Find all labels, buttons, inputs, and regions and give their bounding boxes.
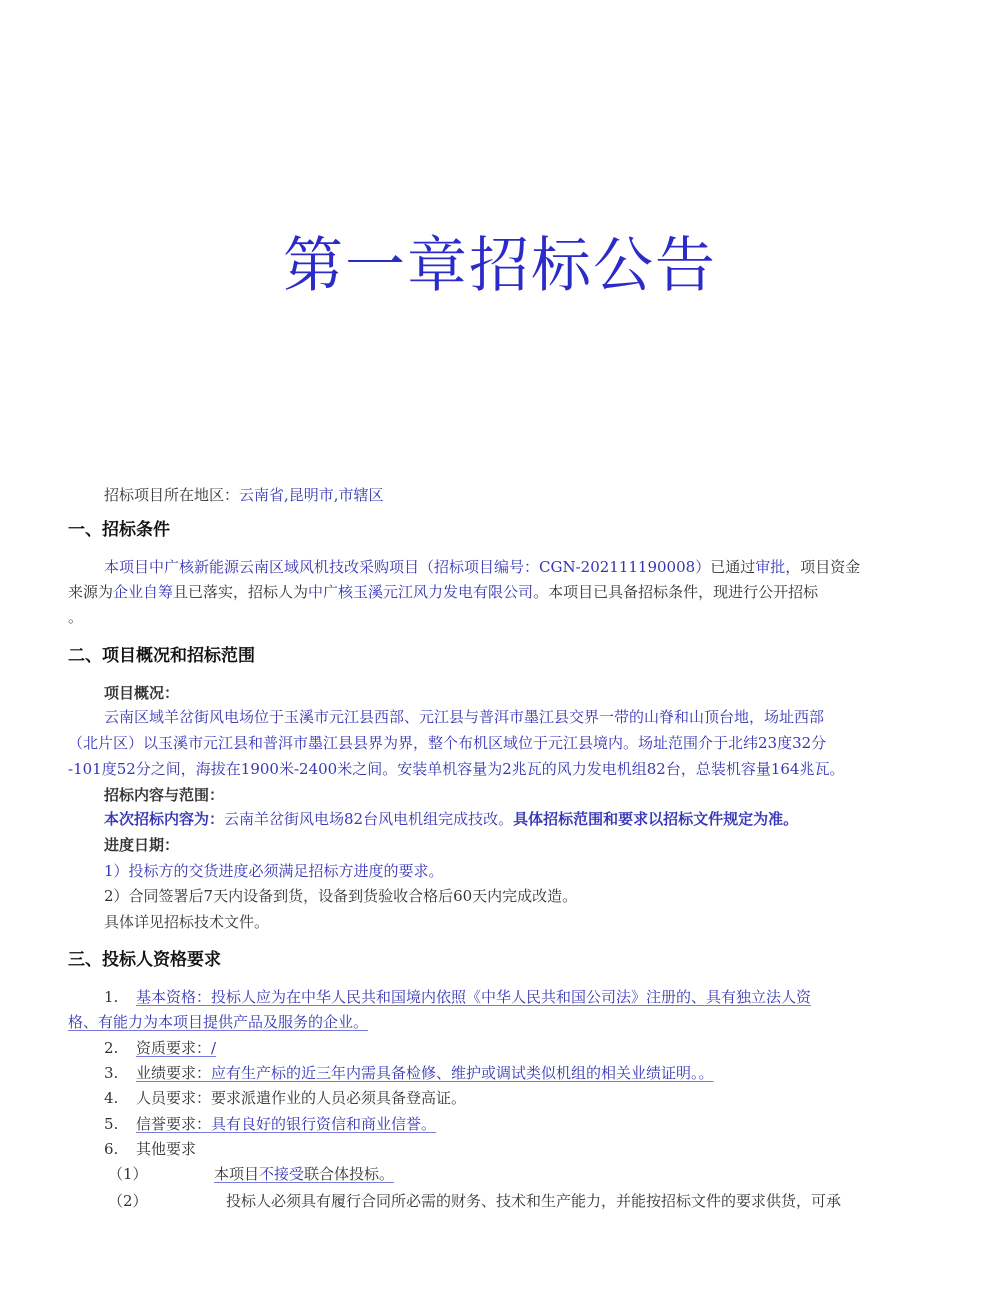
overview-line-1: 云南区域羊岔街风电场位于玉溪市元江县西部、元江县与普洱市墨江县交界一带的山脊和山顶台地，场址西部 <box>104 708 825 726</box>
qual-item-4 <box>104 1087 466 1109</box>
qual-item-3 <box>104 1062 714 1084</box>
section-heading-2: 二、项目概况和招标范围 <box>68 646 255 666</box>
schedule-line-3: 具体详见招标技术文件。 <box>104 913 270 931</box>
sub-text: 本项目 <box>214 1165 260 1183</box>
s1-approval: 审批 <box>755 558 786 576</box>
qual-num: 6. <box>104 1140 119 1158</box>
region-label: 招标项目所在地区： <box>104 486 240 504</box>
qual-item-6 <box>104 1138 196 1160</box>
region-value: 云南省,昆明市,市辖区 <box>239 486 384 504</box>
qual-num: 4. <box>104 1089 119 1107</box>
qual-item-1-cont: 格、有能力为本项目提供产品及服务的企业。 <box>68 1013 369 1031</box>
scope-label: 招标内容与范围： <box>104 786 225 804</box>
overview-line-2: （北片区）以玉溪市元江县和普洱市墨江县县界为界，整个布机区域位于元江县境内。场址范围介于北纬23度32分 <box>68 734 827 752</box>
qual-num: 5. <box>104 1115 119 1133</box>
qual-item-2 <box>104 1037 216 1059</box>
section-heading-3: 三、投标人资格要求 <box>68 950 221 970</box>
scope-line <box>104 808 798 830</box>
s1-text: 本项目 <box>104 558 150 576</box>
scope-content: 云南羊岔街风电场82台风电机组完成技改。 <box>224 810 514 828</box>
qual-label: 其他要求 <box>136 1140 197 1158</box>
page-title: 第一章招标公告 <box>283 231 717 301</box>
section-heading-1: 一、招标条件 <box>68 520 170 540</box>
schedule-line-2: 2）合同签署后7天内设备到货，设备到货验收合格后60天内完成改造。 <box>104 887 578 905</box>
overview-line-3: -101度52分之间，海拔在1900米-2400米之间。安装单机容量为2兆瓦的风力发电机组82台，总装机容量164兆瓦。 <box>68 760 845 778</box>
region-line <box>104 484 384 506</box>
s1-text: 已通过 <box>710 558 756 576</box>
s1-tenderer: 中广核玉溪元江风力发电有限公司 <box>308 583 534 601</box>
qual-label: 人员要求： <box>136 1089 212 1107</box>
qual-num: 1. <box>104 988 119 1006</box>
qual-label: 业绩要求： <box>136 1064 212 1082</box>
sub-text: 投标人必须具有履行合同所必需的财务、技术和生产能力，并能按招标文件的要求供货，可承 <box>226 1192 842 1210</box>
qual-text: 应有生产标的近三年内需具备检修、维护或调试类似机组的相关业绩证明。。 <box>211 1064 714 1082</box>
s1-project-name: 中广核新能源云南区域风机技改采购项目（招标项目编号：CGN-202111190008） <box>149 558 711 576</box>
overview-label: 项目概况： <box>104 684 180 702</box>
scope-lead: 本次招标内容为： <box>104 810 225 828</box>
qual-text: / <box>211 1039 217 1057</box>
s1-para-line-2 <box>68 581 818 603</box>
sub-highlight: 不接受 <box>259 1165 305 1183</box>
qual-label: 资质要求： <box>136 1039 212 1057</box>
scope-note: 具体招标范围和要求以招标文件规定为准。 <box>513 810 799 828</box>
sub-num: （1） <box>108 1165 148 1183</box>
s1-text: 。本项目已具备招标条件，现进行公开招标 <box>533 583 819 601</box>
s1-para-line-1 <box>104 556 860 578</box>
qual-item-5 <box>104 1113 436 1135</box>
s1-para-line-3: 。 <box>68 608 84 626</box>
other-req-1 <box>108 1163 394 1185</box>
qual-text: 要求派遣作业的人员必须具备登高证。 <box>211 1089 467 1107</box>
sub-num: （2） <box>108 1192 148 1210</box>
other-req-2 <box>108 1190 841 1212</box>
s1-text: 来源为 <box>68 583 114 601</box>
schedule-line-1: 1）投标方的交货进度必须满足招标方进度的要求。 <box>104 862 444 880</box>
sub-text: 联合体投标。 <box>304 1165 395 1183</box>
schedule-label: 进度日期： <box>104 836 180 854</box>
s1-text: ，项目资金 <box>785 558 861 576</box>
qual-label: 基本资格： <box>136 988 212 1006</box>
qual-item-1 <box>104 986 811 1008</box>
qual-text: 投标人应为在中华人民共和国境内依照《中华人民共和国公司法》注册的、具有独立法人资 <box>211 988 812 1006</box>
qual-label: 信誉要求： <box>136 1115 212 1133</box>
qual-num: 3. <box>104 1064 119 1082</box>
qual-num: 2. <box>104 1039 119 1057</box>
s1-funding: 企业自筹 <box>113 583 174 601</box>
s1-text: 且已落实，招标人为 <box>173 583 309 601</box>
qual-text: 具有良好的银行资信和商业信誉。 <box>211 1115 437 1133</box>
